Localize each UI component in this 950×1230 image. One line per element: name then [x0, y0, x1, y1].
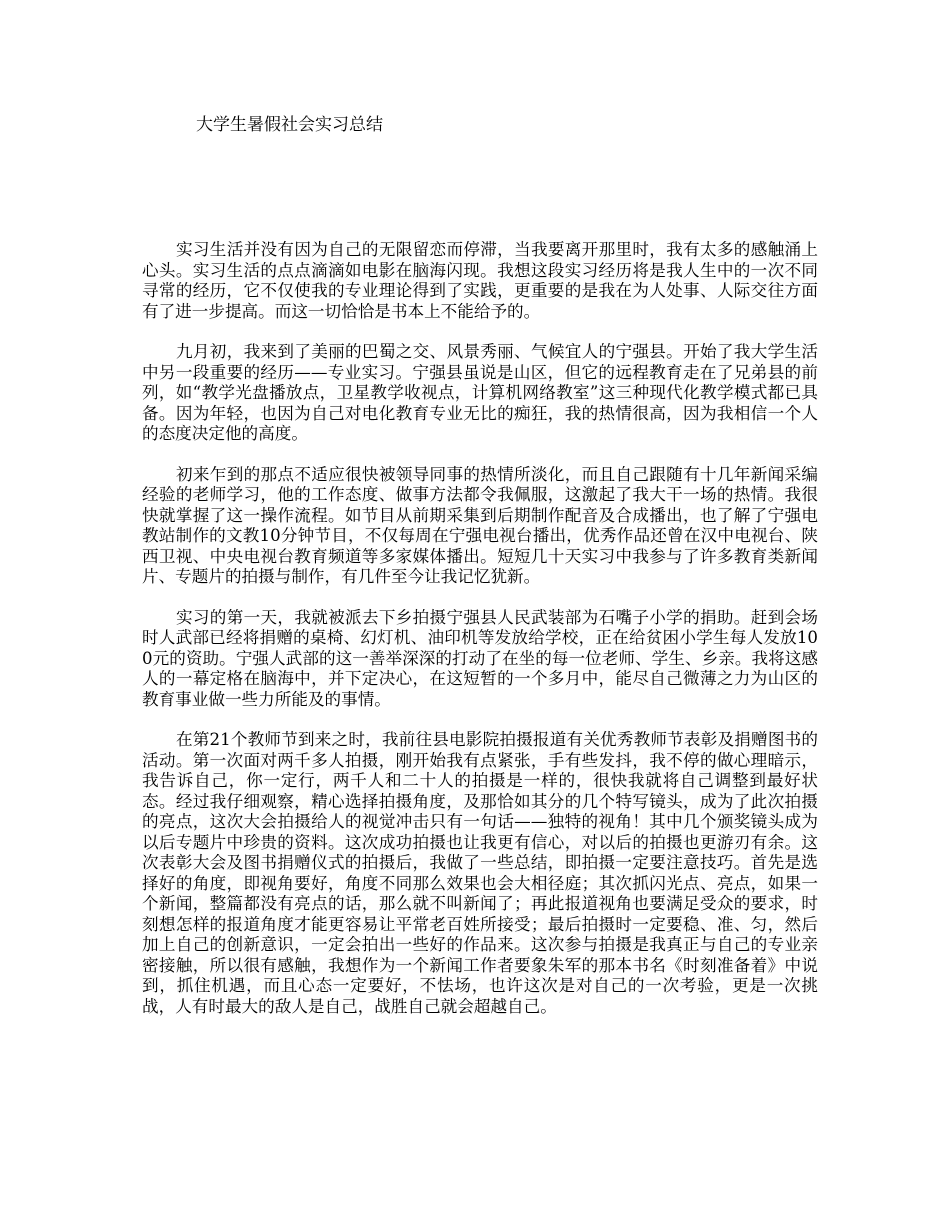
paragraph-1: 实习生活并没有因为自己的无限留恋而停滞，当我要离开那里时，我有太多的感触涌上心头。实习生活的点点滴滴如电影在脑海闪现。我想这段实习经历将是我人生中的一次不同寻常的经历，它不仅使我的专业理论得到了实践，更重要的是我在为人处事、人际交往方面有了进一步提高。而这一切恰恰是书本上不能给予的。 — [142, 240, 818, 321]
document-body — [142, 240, 818, 1037]
paragraph-5: 在第21个教师节到来之时，我前往县电影院拍摄报道有关优秀教师节表彰及捐赠图书的活动。第一次面对两千多人拍摄，刚开始我有点紧张，手有些发抖，我不停的做心理暗示，我告诉自己，你一定行，两千人和二十人的拍摄是一样的，很快我就将自己调整到最好状态。经过我仔细观察，精心选择拍摄角度，及那恰如其分的几个特写镜头，成为了此次拍摄的亮点，这次大会拍摄给人的视觉冲击只有一句话——独特的视角！其中几个颁奖镜头成为以后专题片中珍贵的资料。这次成功拍摄也让我更有信心，对以后的拍摄也更游刃有余。这次表彰大会及图书捐赠仪式的拍摄后，我做了一些总结，即拍摄一定要注意技巧。首先是选择好的角度，即视角要好，角度不同那么效果也会大相径庭；其次抓闪光点、亮点，如果一个新闻，整篇都没有亮点的话，那么就不叫新闻了；再此报道视角也要满足受众的要求，时刻想怎样的报道角度才能更容易让平常老百姓所接受；最后拍摄时一定要稳、准、匀，然后加上自己的创新意识，一定会拍出一些好的作品来。这次参与拍摄是我真正与自己的专业亲密接触，所以很有感触，我想作为一个新闻工作者要象朱军的那本书名《时刻准备着》中说到，抓住机遇，而且心态一定要好，不怯场，也许这次是对自己的一次考验，更是一次挑战，人有时最大的敌人是自己，战胜自己就会超越自己。 — [142, 730, 818, 1016]
paragraph-3: 初来乍到的那点不适应很快被领导同事的热情所淡化，而且自己跟随有十几年新闻采编经验的老师学习，他的工作态度、做事方法都令我佩服，这激起了我大干一场的热情。我很快就掌握了这一操作流程。如节目从前期采集到后期制作配音及合成播出，也了解了宁强电教站制作的文教10分钟节目，不仅每周在宁强电视台播出，优秀作品还曾在汉中电视台、陕西卫视、中央电视台教育频道等多家媒体播出。短短几十天实习中我参与了许多教育类新闻片、专题片的拍摄与制作，有几件至今让我记忆犹新。 — [142, 464, 818, 586]
paragraph-2: 九月初，我来到了美丽的巴蜀之交、风景秀丽、气候宜人的宁强县。开始了我大学生活中另一段重要的经历——专业实习。宁强县虽说是山区，但它的远程教育走在了兄弟县的前列，如“教学光盘播放点，卫星教学收视点，计算机网络教室”这三种现代化教学模式都已具备。因为年轻，也因为自己对电化教育专业无比的痴狂，我的热情很高，因为我相信一个人的态度决定他的高度。 — [142, 342, 818, 443]
paragraph-4: 实习的第一天，我就被派去下乡拍摄宁强县人民武装部为石嘴子小学的捐助。赶到会场时人武部已经将捐赠的桌椅、幻灯机、油印机等发放给学校，正在给贫困小学生每人发放100元的资助。宁强人武部的这一善举深深的打动了在坐的每一位老师、学生、乡亲。我将这感人的一幕定格在脑海中，并下定决心，在这短暂的一个多月中，能尽自己微薄之力为山区的教育事业做一些力所能及的事情。 — [142, 607, 818, 709]
document-title: 大学生暑假社会实习总结 — [196, 115, 383, 135]
